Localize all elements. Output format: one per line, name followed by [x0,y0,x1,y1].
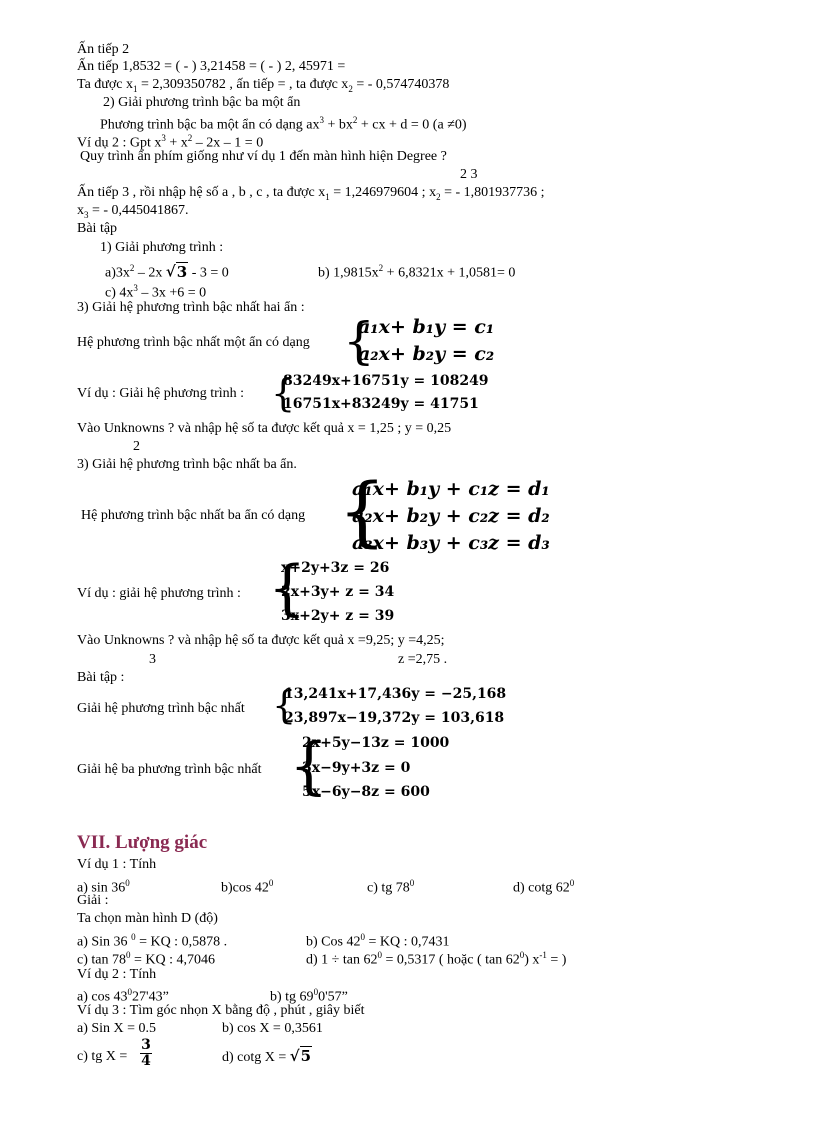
text-line: c) tg X = [77,1049,128,1064]
brace: { [271,371,296,415]
exercise-equation-2: 3x−9y+3z = 0 [302,760,411,776]
text-line: Ví dụ 2 : Gpt $x^3 + x^2 - 2x - 1 = 0$ [77,133,264,151]
text-line: Ấn tiếp 1,8532 = ( - ) 3,21458 = ( - ) 2, 45971 = [77,59,346,74]
exercise-equation-1: 2x+5y−13z = 1000 [302,735,450,751]
text-line: Ta chọn màn hình D (độ) [77,911,218,926]
form-equation-1: a₁x+ b₁y = c₁ [358,316,495,338]
text-line: z =2,75 . [398,652,448,667]
form-equation-2: a₂x+ b₂y = c₂ [358,343,495,365]
text-line: d) $1 \div \tan 62^0 = 0,5317$ ( hoặc ( $\tan 62^0$) $x^{-1}$ = ) [306,950,567,968]
example-equation-1: x+2y+3z = 26 [281,560,390,576]
brace: { [289,729,329,802]
text-line: Quy trình ấn phím giống như ví dụ 1 đến màn hình hiện Degree ? [80,149,447,164]
text-line: 3 [149,652,156,667]
section-heading: 3) Giải hệ phương trình bậc nhất ba ẩn. [77,457,297,472]
form-equation-2: a₂x+ b₂y + c₂z = d₂ [352,505,550,527]
text-line: b) cos X = 0,3561 [222,1021,323,1036]
text-line: a) $\cos 43^027'43$” [77,987,169,1005]
text-line: Hệ phương trình bậc nhất ba ẩn có dạng [81,508,306,523]
text-line: Ấn tiếp 2 [77,42,130,57]
example-equation-2: 16751x+83249y = 41751 [283,396,479,412]
text-line: $x_3$ = - 0,445041867. [77,203,189,220]
text-line: 2 [133,439,140,454]
result-line: Vào Unknowns ? và nhập hệ số ta được kết quả x =9,25; y =4,25; [77,633,445,648]
brace: { [338,466,387,555]
form-equation-1: a₁x+ b₁y + c₁z = d₁ [352,478,550,500]
text-line: c) tg $78^0$ [367,878,415,896]
text-line: Hệ phương trình bậc nhất một ẩn có dạng [77,335,310,350]
text-line: Ví dụ : giải hệ phương trình : [77,586,241,601]
sqrt-5: √5 [289,1047,312,1065]
example-equation-3: 3x+2y+ z = 39 [281,608,395,624]
result-line: Vào Unknowns ? và nhập hệ số ta được kết quả x = 1,25 ; y = 0,25 [77,421,452,436]
text-line: $a)3x^2 - 2x$ √3 - 3 = 0 [105,262,229,281]
text-line: b) $1,9815x^2 + 6,8321x + 1,0581= 0$ [318,263,516,281]
brace: { [272,683,297,727]
example-equation-1: 83249x+16751y = 108249 [283,373,489,389]
exercise-equation-2: 23,897x−19,372y = 103,618 [284,710,505,726]
brace: { [343,312,375,370]
form-equation-3: a₃x+ b₃y + c₃z = d₃ [352,532,550,554]
text-line: b) Cos $42^0$ = KQ : 0,7431 [306,932,450,950]
text-line: Phương trình bậc ba một ẩn có dạng $ax^3 + bx^2$ + cx + d = 0 (a ≠0) [100,115,467,133]
text-line: Giải : [77,893,109,908]
brace: { [268,553,307,623]
text-line: d) cotg X = √5 [222,1047,312,1065]
example-equation-2: 2x+3y+ z = 34 [281,584,395,600]
text-line: c) $4x^3 - 3x +6 = 0$ [105,283,207,301]
section-heading: VII. Lượng giác [77,832,208,853]
text-line: a) $\sin 36^0$ [77,878,130,896]
exercise-equation-1: 13,241x+17,436y = −25,168 [284,686,507,702]
text-line: Bài tập [77,221,118,236]
text-line: Ví dụ : Giải hệ phương trình : [77,386,245,401]
text-line: 2) Giải phương trình bậc ba một ẩn [103,95,301,110]
text-line: Ta được $x_1 = 2,309350782$ , ấn tiếp = , ta được $x_2$ = - 0,574740378 [77,77,450,94]
fraction: 3 4 [141,1037,151,1069]
text-line: 1) Giải phương trình : [100,240,224,255]
section-heading: 3) Giải hệ phương trình bậc nhất hai ẩn : [77,300,305,315]
text-line: b) tg $69^00'57$” [270,987,348,1005]
text-line: c) $\tan 78^0$ = KQ : 4,7046 [77,950,215,968]
text-line: a) Sin 36 $^0$ = KQ : 0,5878 . [77,932,228,950]
exercise-equation-3: 5x−6y−8z = 600 [302,784,430,800]
text-line: Ví dụ 3 : Tìm góc nhọn X bằng độ , phút , giây biết [77,1003,365,1018]
text-line: Bài tập : [77,670,125,685]
text-line: Ấn tiếp 3 , rồi nhập hệ số a , b , c , ta được $x_1 = 1,246979604$ ; $x_2$ = - 1,801937736 ; [77,185,545,202]
text-line: b)cos $42^0$ [221,878,274,896]
text-line: a) Sin X = 0.5 [77,1021,157,1036]
text-line: Giải hệ ba phương trình bậc nhất [77,762,262,777]
sqrt-3: √3 [165,262,188,281]
text-line: d) cotg $62^0$ [513,878,575,896]
text-line: Giải hệ phương trình bậc nhất [77,701,245,716]
text-line: Ví dụ 1 : Tính [77,857,157,872]
text-line: 2 3 [460,167,478,182]
text-line: Ví dụ 2 : Tính [77,967,157,982]
